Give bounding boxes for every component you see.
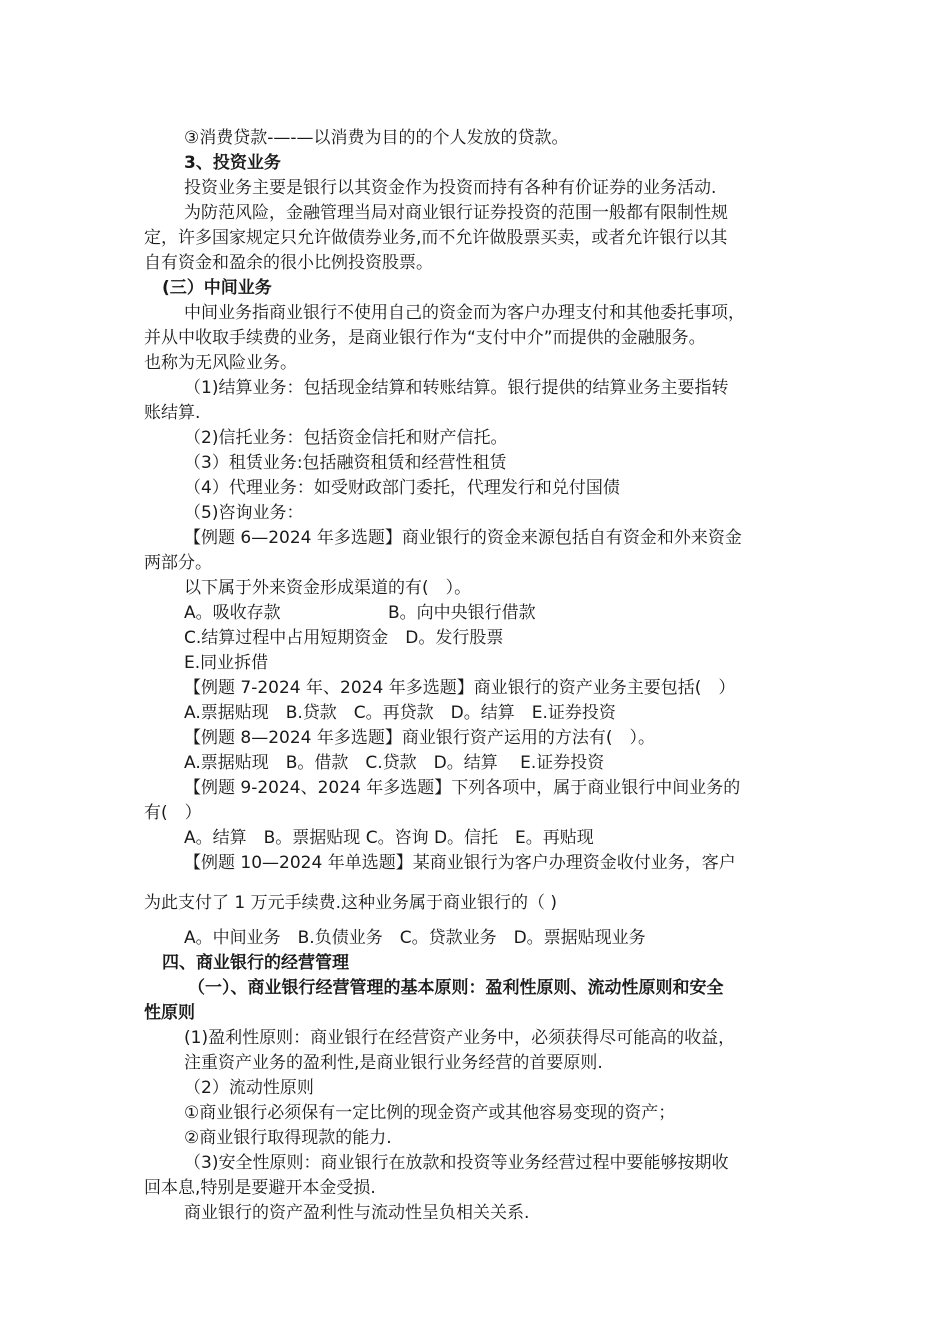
text-line: 并从中收取手续费的业务，是商业银行作为“支付中介”而提供的金融服务。 (144, 328, 706, 348)
text-line: ②商业银行取得现款的能力. (184, 1128, 392, 1148)
option-line: A。吸收存款 (184, 603, 281, 623)
text-line: 【例题 6—2024 年多选题】商业银行的资金来源包括自有资金和外来资金 (184, 528, 742, 548)
text-line: 【例题 7-2024 年、2024 年多选题】商业银行的资产业务主要包括( ） (184, 678, 736, 698)
text-line: 【例题 8—2024 年多选题】商业银行资产运用的方法有( ）。 (184, 728, 656, 748)
text-line: 以下属于外来资金形成渠道的有( ）。 (184, 578, 472, 598)
section-heading: 四、商业银行的经营管理 (162, 953, 349, 973)
text-line: 商业银行的资产盈利性与流动性呈负相关关系. (184, 1203, 530, 1223)
text-line: 有( ） (144, 803, 202, 823)
text-line: 【例题 9-2024、2024 年多选题】下列各项中，属于商业银行中间业务的 (184, 778, 741, 798)
text-line: (1)盈利性原则：商业银行在经营资产业务中，必须获得尽可能高的收益， (184, 1028, 736, 1048)
section-heading: (三）中间业务 (162, 278, 272, 298)
option-line: A.票据贴现 B。借款 C.贷款 D。结算 E.证券投资 (184, 753, 605, 773)
text-line: 为此支付了 1 万元手续费.这种业务属于商业银行的（ ) (144, 893, 558, 913)
text-line: 【例题 10—2024 年单选题】某商业银行为客户办理资金收付业务，客户 (184, 853, 736, 873)
text-line: ③消费贷款-—-—以消费为目的的个人发放的贷款。 (184, 128, 569, 148)
text-line: （2)信托业务：包括资金信托和财产信托。 (184, 428, 508, 448)
text-line: 自有资金和盈余的很小比例投资股票。 (144, 253, 433, 273)
text-line: （2）流动性原则 (184, 1078, 314, 1098)
section-heading: （一）、商业银行经营管理的基本原则：盈利性原则、流动性原则和安全 (188, 978, 724, 998)
option-line: A.票据贴现 B.贷款 C。再贷款 D。结算 E.证券投资 (184, 703, 616, 723)
text-line: （1)结算业务：包括现金结算和转账结算。银行提供的结算业务主要指转 (184, 378, 729, 398)
text-line: 注重资产业务的盈利性,是商业银行业务经营的首要原则. (184, 1053, 603, 1073)
text-line: （5)咨询业务： (184, 503, 304, 523)
text-line: 投资业务主要是银行以其资金作为投资而持有各种有价证券的业务活动. (184, 178, 717, 198)
option-line: A。结算 B。票据贴现 C。咨询 D。信托 E。再贴现 (184, 828, 594, 848)
text-line: 账结算. (144, 403, 201, 423)
text-line: 回本息,特别是要避开本金受损. (144, 1178, 376, 1198)
text-line: 两部分。 (144, 553, 212, 573)
option-line: E.同业拆借 (184, 653, 269, 673)
option-line: C.结算过程中占用短期资金 D。发行股票 (184, 628, 504, 648)
section-heading: 性原则 (144, 1003, 195, 1023)
text-line: ①商业银行必须保有一定比例的现金资产或其他容易变现的资产； (184, 1103, 676, 1123)
text-line: （3）租赁业务:包括融资租赁和经营性租赁 (184, 453, 507, 473)
section-heading: 3、投资业务 (184, 153, 281, 173)
text-line: 定，许多国家规定只允许做债券业务,而不允许做股票买卖，或者允许银行以其 (144, 228, 728, 248)
text-line: 中间业务指商业银行不使用自己的资金而为客户办理支付和其他委托事项， (184, 303, 745, 323)
option-line: A。中间业务 B.负债业务 C。贷款业务 D。票据贴现业务 (184, 928, 646, 948)
option-line: B。向中央银行借款 (388, 603, 536, 623)
text-line: 为防范风险，金融管理当局对商业银行证券投资的范围一般都有限制性规 (184, 203, 728, 223)
text-line: 也称为无风险业务。 (144, 353, 297, 373)
text-line: （3)安全性原则：商业银行在放款和投资等业务经营过程中要能够按期收 (184, 1153, 729, 1173)
text-line: （4）代理业务：如受财政部门委托，代理发行和兑付国债 (184, 478, 620, 498)
